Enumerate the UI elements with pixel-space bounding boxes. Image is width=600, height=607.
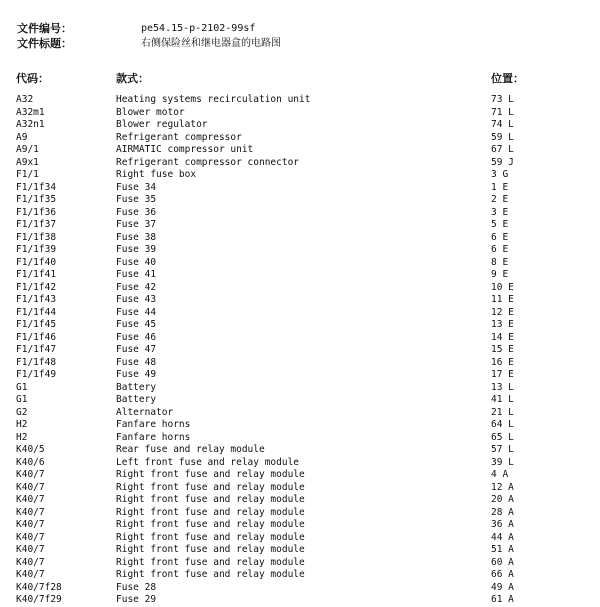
row-position: 64 L bbox=[491, 419, 514, 430]
table-row bbox=[0, 94, 600, 107]
row-description: Right front fuse and relay module bbox=[116, 506, 305, 518]
row-code: K40/7 bbox=[16, 481, 45, 493]
row-position: 11 E bbox=[491, 294, 514, 305]
column-header-position: 位置： bbox=[491, 72, 524, 85]
row-description: Fuse 45 bbox=[116, 319, 157, 330]
table-row bbox=[0, 494, 600, 507]
row-code: K40/7 bbox=[16, 569, 45, 580]
row-description: Fuse 34 bbox=[116, 181, 157, 193]
table-row bbox=[0, 344, 600, 357]
row-description: Fuse 44 bbox=[116, 306, 157, 318]
row-position: 10 E bbox=[491, 281, 514, 293]
row-description: Blower motor bbox=[116, 106, 185, 118]
row-code: F1/1f37 bbox=[16, 219, 57, 230]
row-code: H2 bbox=[16, 431, 28, 443]
row-code: A32n1 bbox=[16, 119, 45, 130]
row-code: K40/7 bbox=[16, 469, 45, 480]
row-position: 6 E bbox=[491, 244, 509, 255]
row-code: F1/1f39 bbox=[16, 244, 57, 255]
table-row bbox=[0, 482, 600, 495]
row-position: 71 L bbox=[491, 106, 514, 118]
row-position: 51 A bbox=[491, 544, 514, 555]
row-description: Fuse 48 bbox=[116, 356, 157, 368]
row-description: Battery bbox=[116, 394, 157, 405]
table-row bbox=[0, 157, 600, 170]
row-code: F1/1f38 bbox=[16, 231, 57, 243]
row-code: F1/1f45 bbox=[16, 319, 57, 330]
row-code: F1/1f43 bbox=[16, 294, 57, 305]
row-position: 20 A bbox=[491, 494, 514, 505]
table-row bbox=[0, 369, 600, 382]
row-position: 14 E bbox=[491, 331, 514, 343]
row-code: G1 bbox=[16, 394, 28, 405]
row-position: 16 E bbox=[491, 356, 514, 368]
table-row bbox=[0, 182, 600, 195]
row-description: Right front fuse and relay module bbox=[116, 544, 305, 555]
column-header-code: 代码： bbox=[16, 72, 49, 85]
table-row bbox=[0, 457, 600, 470]
row-code: F1/1f46 bbox=[16, 331, 57, 343]
row-description: Fanfare horns bbox=[116, 431, 191, 443]
table-row bbox=[0, 357, 600, 370]
table-row bbox=[0, 507, 600, 520]
table-row bbox=[0, 419, 600, 432]
table-row bbox=[0, 444, 600, 457]
row-position: 59 J bbox=[491, 156, 514, 168]
row-description: AIRMATIC compressor unit bbox=[116, 144, 254, 155]
row-description: Fuse 49 bbox=[116, 369, 157, 380]
row-description: Alternator bbox=[116, 406, 174, 418]
table-row bbox=[0, 432, 600, 445]
row-description: Left front fuse and relay module bbox=[116, 456, 300, 468]
table-row bbox=[0, 232, 600, 245]
table-row bbox=[0, 519, 600, 532]
row-code: A9/1 bbox=[16, 144, 39, 155]
doc-title-value: 右侧保险丝和继电器盒的电路图 bbox=[141, 38, 281, 49]
row-position: 74 L bbox=[491, 119, 514, 130]
row-description: Refrigerant compressor connector bbox=[116, 156, 300, 168]
component-list bbox=[0, 94, 600, 607]
table-row bbox=[0, 107, 600, 120]
row-description: Fuse 40 bbox=[116, 256, 157, 268]
table-row bbox=[0, 594, 600, 607]
doc-number-label: 文件编号： bbox=[17, 22, 72, 35]
row-code: A9x1 bbox=[16, 156, 39, 168]
row-description: Fuse 37 bbox=[116, 219, 157, 230]
table-row bbox=[0, 544, 600, 557]
table-row bbox=[0, 307, 600, 320]
row-description: Fuse 47 bbox=[116, 344, 157, 355]
row-description: Right front fuse and relay module bbox=[116, 531, 305, 543]
table-row bbox=[0, 332, 600, 345]
row-position: 12 A bbox=[491, 481, 514, 493]
row-code: F1/1 bbox=[16, 169, 39, 180]
table-row bbox=[0, 469, 600, 482]
row-code: K40/5 bbox=[16, 444, 45, 455]
row-position: 36 A bbox=[491, 519, 514, 530]
table-row bbox=[0, 407, 600, 420]
row-position: 15 E bbox=[491, 344, 514, 355]
row-position: 3 E bbox=[491, 206, 509, 218]
table-row bbox=[0, 219, 600, 232]
row-description: Fuse 35 bbox=[116, 194, 157, 205]
row-code: A9 bbox=[16, 131, 28, 143]
row-description: Right front fuse and relay module bbox=[116, 494, 305, 505]
row-description: Refrigerant compressor bbox=[116, 131, 242, 143]
row-code: F1/1f48 bbox=[16, 356, 57, 368]
row-position: 67 L bbox=[491, 144, 514, 155]
row-position: 41 L bbox=[491, 394, 514, 405]
row-code: G2 bbox=[16, 406, 28, 418]
row-description: Right front fuse and relay module bbox=[116, 481, 305, 493]
table-row bbox=[0, 244, 600, 257]
table-row bbox=[0, 382, 600, 395]
row-code: K40/7f28 bbox=[16, 581, 62, 593]
row-code: K40/7f29 bbox=[16, 594, 62, 605]
table-row bbox=[0, 207, 600, 220]
row-code: K40/7 bbox=[16, 519, 45, 530]
row-code: F1/1f36 bbox=[16, 206, 57, 218]
row-description: Right front fuse and relay module bbox=[116, 469, 305, 480]
row-description: Right front fuse and relay module bbox=[116, 519, 305, 530]
row-code: G1 bbox=[16, 381, 28, 393]
table-row bbox=[0, 257, 600, 270]
table-row bbox=[0, 282, 600, 295]
row-code: K40/7 bbox=[16, 544, 45, 555]
row-code: H2 bbox=[16, 419, 28, 430]
row-position: 49 A bbox=[491, 581, 514, 593]
row-position: 59 L bbox=[491, 131, 514, 143]
row-position: 73 L bbox=[491, 94, 514, 105]
table-row bbox=[0, 319, 600, 332]
row-code: A32m1 bbox=[16, 106, 45, 118]
row-description: Fuse 42 bbox=[116, 281, 157, 293]
table-row bbox=[0, 294, 600, 307]
row-position: 21 L bbox=[491, 406, 514, 418]
row-position: 60 A bbox=[491, 556, 514, 568]
row-code: F1/1f40 bbox=[16, 256, 57, 268]
row-position: 44 A bbox=[491, 531, 514, 543]
row-code: F1/1f47 bbox=[16, 344, 57, 355]
row-description: Right front fuse and relay module bbox=[116, 556, 305, 568]
row-position: 5 E bbox=[491, 219, 509, 230]
table-row bbox=[0, 169, 600, 182]
row-position: 6 E bbox=[491, 231, 509, 243]
row-description: Fuse 39 bbox=[116, 244, 157, 255]
row-description: Right front fuse and relay module bbox=[116, 569, 305, 580]
row-code: F1/1f44 bbox=[16, 306, 57, 318]
row-description: Fuse 36 bbox=[116, 206, 157, 218]
row-position: 13 L bbox=[491, 381, 514, 393]
table-row bbox=[0, 119, 600, 132]
row-description: Fuse 38 bbox=[116, 231, 157, 243]
row-description: Battery bbox=[116, 381, 157, 393]
row-code: F1/1f42 bbox=[16, 281, 57, 293]
table-row bbox=[0, 269, 600, 282]
table-row bbox=[0, 132, 600, 145]
table-row bbox=[0, 582, 600, 595]
row-description: Fuse 41 bbox=[116, 269, 157, 280]
row-code: K40/7 bbox=[16, 531, 45, 543]
row-position: 1 E bbox=[491, 181, 509, 193]
row-position: 3 G bbox=[491, 169, 509, 180]
row-description: Fuse 46 bbox=[116, 331, 157, 343]
table-row bbox=[0, 569, 600, 582]
row-position: 2 E bbox=[491, 194, 509, 205]
row-position: 17 E bbox=[491, 369, 514, 380]
table-row bbox=[0, 394, 600, 407]
row-code: F1/1f34 bbox=[16, 181, 57, 193]
row-description: Heating systems recirculation unit bbox=[116, 94, 311, 105]
row-position: 9 E bbox=[491, 269, 509, 280]
row-position: 8 E bbox=[491, 256, 509, 268]
table-row bbox=[0, 144, 600, 157]
row-position: 13 E bbox=[491, 319, 514, 330]
row-position: 57 L bbox=[491, 444, 514, 455]
row-position: 39 L bbox=[491, 456, 514, 468]
row-code: K40/6 bbox=[16, 456, 45, 468]
row-code: F1/1f35 bbox=[16, 194, 57, 205]
row-position: 12 E bbox=[491, 306, 514, 318]
row-description: Blower regulator bbox=[116, 119, 208, 130]
row-code: A32 bbox=[16, 94, 34, 105]
doc-title-label: 文件标题： bbox=[17, 37, 72, 50]
row-description: Fuse 43 bbox=[116, 294, 157, 305]
row-description: Rear fuse and relay module bbox=[116, 444, 265, 455]
table-row bbox=[0, 557, 600, 570]
row-description: Fuse 28 bbox=[116, 581, 157, 593]
row-code: K40/7 bbox=[16, 494, 45, 505]
row-code: K40/7 bbox=[16, 556, 45, 568]
row-position: 61 A bbox=[491, 594, 514, 605]
row-position: 4 A bbox=[491, 469, 509, 480]
row-description: Right fuse box bbox=[116, 169, 197, 180]
row-description: Fanfare horns bbox=[116, 419, 191, 430]
table-row bbox=[0, 194, 600, 207]
row-code: K40/7 bbox=[16, 506, 45, 518]
row-code: F1/1f49 bbox=[16, 369, 57, 380]
doc-number-value: pe54.15-p-2102-99sf bbox=[141, 23, 256, 34]
table-row bbox=[0, 532, 600, 545]
row-position: 28 A bbox=[491, 506, 514, 518]
row-description: Fuse 29 bbox=[116, 594, 157, 605]
column-header-description: 款式： bbox=[116, 72, 149, 85]
row-code: F1/1f41 bbox=[16, 269, 57, 280]
row-position: 65 L bbox=[491, 431, 514, 443]
row-position: 66 A bbox=[491, 569, 514, 580]
